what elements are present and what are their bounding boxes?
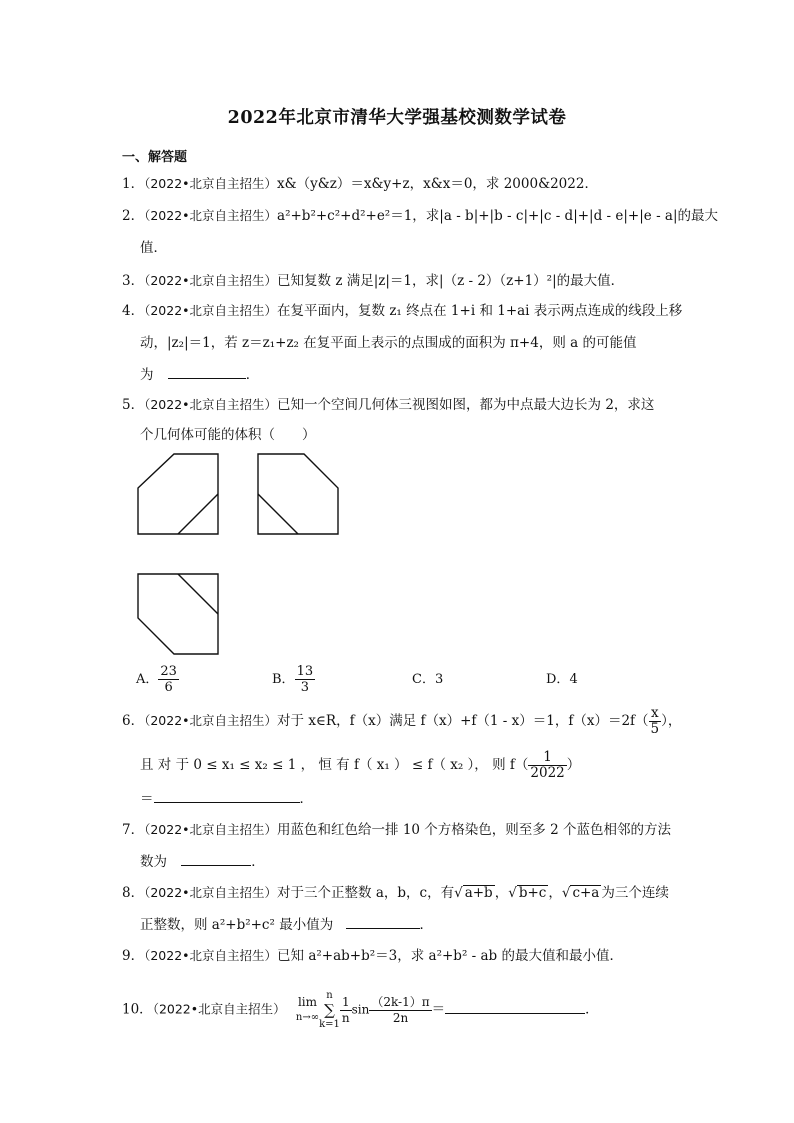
q2-text: a²+b²+c²+d²+e²＝1，求|a - b|+|b - c|+|c - d|+|d - e|+|e - a|的最大 <box>277 208 719 224</box>
section-heading: 一、解答题 <box>122 150 188 165</box>
q8-prefix: 正整数，则 a²+b²+c² 最小值为 <box>140 917 334 933</box>
q6-line-3 <box>140 788 313 809</box>
q6-suffix: ． <box>299 791 313 807</box>
q5-continued: 个几何体可能的体积（ ） <box>140 427 316 443</box>
q10-sin: sin <box>351 1002 370 1017</box>
question-7 <box>122 820 671 840</box>
q8-root-1: a+b <box>464 885 493 901</box>
q6-text-1: 对于 x∈R，f（x）满足 f（x）+f（1 - x）＝1，f（x）＝2f（ <box>277 713 649 729</box>
q6-fraction-1-over-2022: $\frac{1}{2022}$ <box>530 749 565 781</box>
option-a[interactable] <box>136 664 179 695</box>
question-4 <box>122 301 682 321</box>
q6-prefix: ＝ <box>140 791 154 807</box>
question-10 <box>122 988 599 1032</box>
q4-prefix: 为 <box>140 367 154 383</box>
q9-text: 已知 a²+ab+b²＝3，求 a²+b² - ab 的最大值和最小值． <box>277 948 623 964</box>
q2-continued: 值． <box>140 240 167 256</box>
question-3 <box>122 271 624 291</box>
q4-source: （2022•北京自主招生） <box>144 303 278 318</box>
option-d-value: 4 <box>569 672 578 687</box>
q4-continued-2 <box>140 364 259 385</box>
q4-suffix: ． <box>245 367 260 383</box>
q5-source: （2022•北京自主招生） <box>144 397 278 412</box>
option-d-label: D． <box>546 672 570 687</box>
q6-line-2 <box>140 750 580 781</box>
option-c[interactable] <box>412 668 443 687</box>
q8-root-2: b+c <box>518 885 547 901</box>
q6-text-1-end: ）， <box>661 713 682 729</box>
page-title: 2022年北京市清华大学强基校测数学试卷 <box>227 108 567 128</box>
q8-text-end: 为三个连续 <box>601 885 669 901</box>
q7-continued <box>140 851 265 872</box>
option-a-label: A． <box>136 672 159 687</box>
q6-source: （2022•北京自主招生） <box>144 713 278 728</box>
q1-number: 1． <box>122 176 145 192</box>
q10-limit: lim n→∞ <box>295 995 320 1023</box>
question-6 <box>122 706 681 737</box>
sqrt-symbol: √ <box>454 885 463 901</box>
option-b[interactable] <box>272 664 315 695</box>
q10-number: 10． <box>122 1001 153 1018</box>
q10-end: ． <box>585 1001 599 1018</box>
question-8 <box>122 883 669 903</box>
q6-text-2-end: ） <box>566 757 581 773</box>
q6-text-2: 且 对 于 0 ≤ x₁ ≤ x₂ ≤ 1 ， 恒 有 f（ x₁ ） ≤ f（ x₂ ）， 则 f（ <box>140 757 529 773</box>
q2-number: 2． <box>122 208 145 224</box>
q8-continued <box>140 914 433 935</box>
q8-text: 对于三个正整数 a，b，c，有 <box>277 885 455 901</box>
q7-answer-blank[interactable] <box>181 851 251 866</box>
q10-summation: n ∑ k=1 <box>319 990 340 1030</box>
q2-source: （2022•北京自主招生） <box>144 208 278 223</box>
q8-sep-2: ， <box>548 885 562 901</box>
q7-suffix: ． <box>251 854 265 870</box>
q10-answer-blank[interactable] <box>445 999 585 1014</box>
q8-sep-1: ， <box>494 885 509 901</box>
q5-number: 5． <box>122 397 145 413</box>
sqrt-symbol: √ <box>508 885 517 901</box>
option-b-fraction: $\frac{13}{3}$ <box>296 664 314 695</box>
option-c-label: C． <box>412 672 435 687</box>
option-d[interactable] <box>546 668 578 687</box>
q9-source: （2022•北京自主招生） <box>144 948 278 963</box>
q10-equals: ＝ <box>431 1001 446 1018</box>
question-5 <box>122 395 654 415</box>
q4-answer-blank[interactable] <box>168 364 246 379</box>
q10-fraction-1-over-n: $\frac{1}{n}$ <box>341 994 350 1025</box>
sqrt-symbol: √ <box>561 885 571 901</box>
option-b-label: B． <box>272 672 295 687</box>
question-1 <box>122 174 598 194</box>
q3-number: 3． <box>122 273 145 289</box>
q8-root-3: c+a <box>572 885 600 901</box>
sigma-symbol: ∑ <box>324 1001 335 1019</box>
question-9 <box>122 946 623 966</box>
q6-fraction-x-over-5: $\frac{x}{5}$ <box>650 705 660 737</box>
q10-source: （2022•北京自主招生） <box>152 1001 286 1017</box>
question-2 <box>122 206 718 226</box>
top-view-figure <box>136 572 222 656</box>
q3-source: （2022•北京自主招生） <box>144 273 278 288</box>
q7-text: 用蓝色和红色给一排 10 个方格染色，则至多 2 个蓝色相邻的方法 <box>277 822 671 838</box>
q6-number: 6． <box>122 713 145 729</box>
q7-number: 7． <box>122 822 145 838</box>
q8-source: （2022•北京自主招生） <box>144 885 278 900</box>
q10-sin-argument: $\frac{(2k-1)\pi}{2n}$ <box>371 994 430 1025</box>
q1-text: x&（y&z）＝x&y+z，x&x＝0，求 2000&2022． <box>277 176 598 192</box>
option-a-fraction: $\frac{23}{6}$ <box>160 664 177 695</box>
q8-suffix: ． <box>419 917 433 933</box>
q8-number: 8． <box>122 885 145 901</box>
q4-continued-1: 动，|z₂|＝1，若 z＝z₁+z₂ 在复平面上表示的点围成的面积为 π+4，则 a 的可能值 <box>140 335 637 351</box>
q3-text: 已知复数 z 满足|z|＝1，求|（z - 2）（z+1）²|的最大值． <box>277 273 625 289</box>
q5-text: 已知一个空间几何体三视图如图，都为中点最大边长为 2，求这 <box>277 397 655 413</box>
front-view-figure <box>136 452 222 536</box>
option-c-value: 3 <box>434 672 444 687</box>
q6-answer-blank[interactable] <box>154 788 300 803</box>
q8-answer-blank[interactable] <box>346 914 420 929</box>
q7-prefix: 数为 <box>140 854 167 870</box>
q1-source: （2022•北京自主招生） <box>144 176 278 191</box>
q9-number: 9． <box>122 948 145 964</box>
side-view-figure <box>256 452 342 536</box>
q7-source: （2022•北京自主招生） <box>144 822 278 837</box>
q4-text: 在复平面内，复数 z₁ 终点在 1+i 和 1+ai 表示两点连成的线段上移 <box>277 303 683 319</box>
q4-number: 4． <box>122 303 145 319</box>
